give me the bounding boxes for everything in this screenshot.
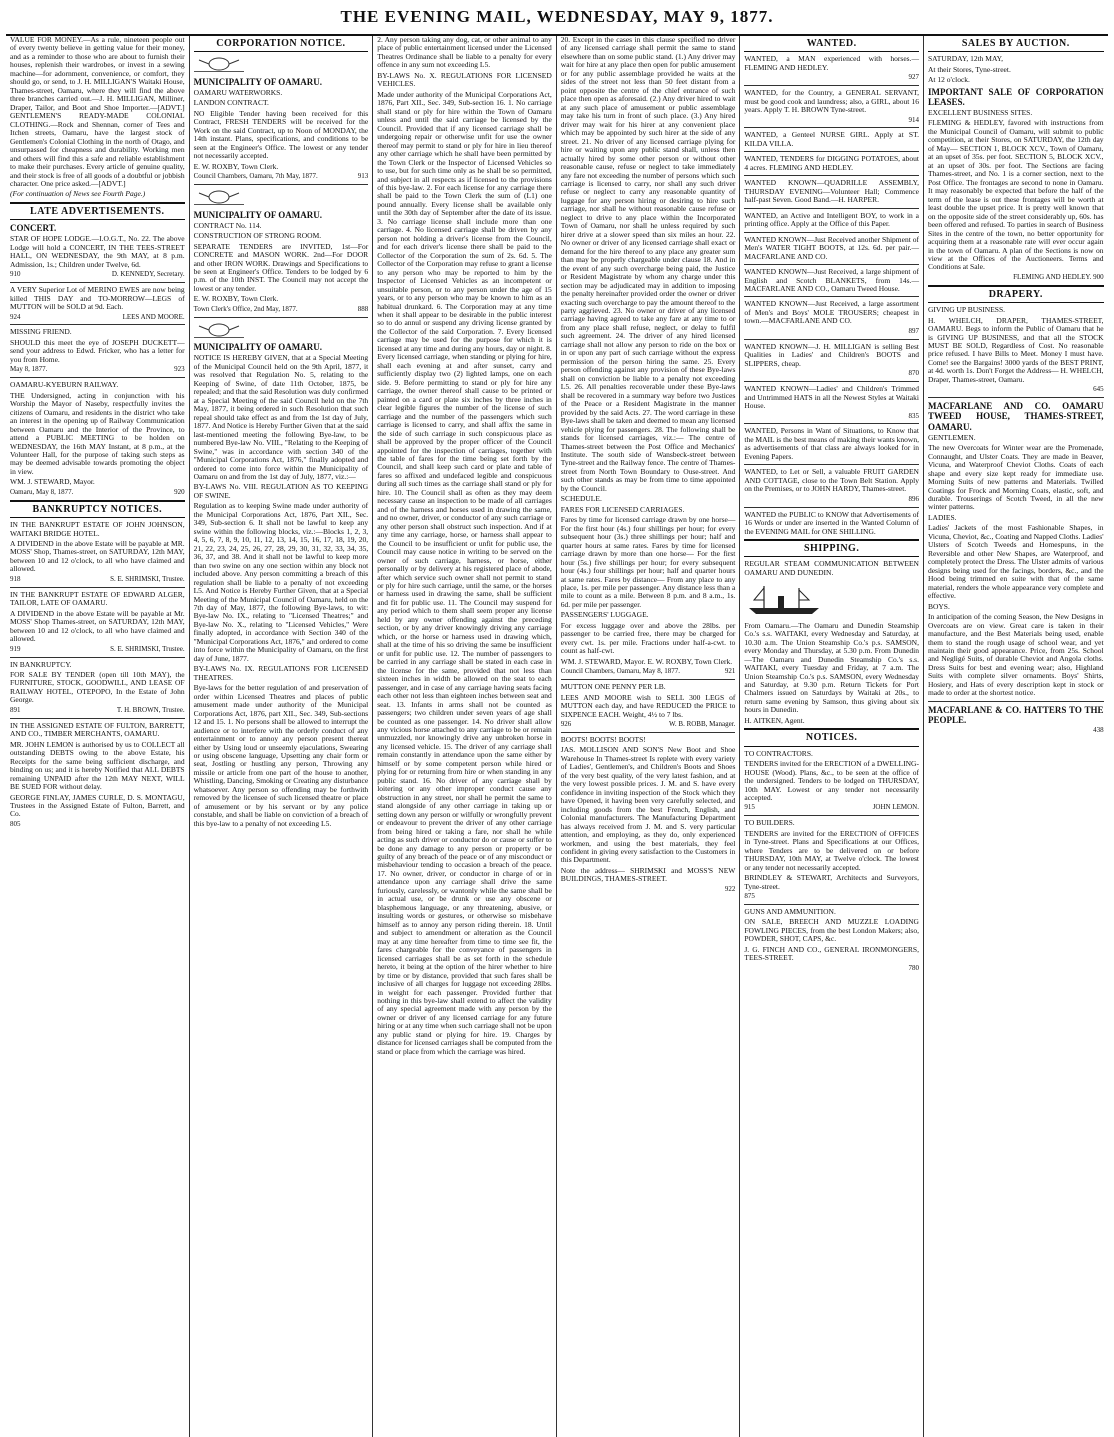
auction-subtitle: EXCELLENT BUSINESS SITES. — [927, 108, 1033, 118]
bylaw-text: 2. Any person taking any dog, cat, or other animal to any place of public entertainment licensed under the Licensed Theatres Ordinance shall be liable to a penalty for every offence in any sum not exceeding L5. — [377, 36, 552, 70]
ad-signature: BRINDLEY & STEWART, Architects and Surveyors, Tyne-street. — [744, 873, 919, 891]
ad-signature: LEES AND MOORE. — [122, 312, 185, 321]
auction-text: FLEMING & HEDLEY, favored with instructions from the Municipal Council of Oamaru, will submit to public competition, at their Stores, on SATURDAY, the 12th day of May— SECTION 1, BLOCK XCV., Town of Oamaru, at an upset of 35s. per foot. SECTION 5, BLOCK XCV., at an upset of 30s. per foot. The Sections are facing Thames-street, and No. 1 is a corner section, next to the Post Office. The frontages are second to none in Oamaru. It may reasonably be expected that before the half of the term of the lease is out these frontages will be worth at least double the upset price. It is pretty well known that on the opposite side of the street considerably up, 60s. has been offered and refused. To parties in search of Business Sites in the centre of the town, no better opportunity for acquiring them at a reasonable rate will ever occur again in the town of Oamaru. A plan of the Sections is now on view at the Offices of the Auctioneers. Terms and Conditions at Sale. — [927, 118, 1104, 272]
ad-signature: W. B. ROBB, Manager. — [668, 720, 736, 728]
ad-date: May 8, 1877. — [10, 365, 48, 374]
auction-title: IMPORTANT SALE OF CORPORATION LEASES. — [927, 86, 1104, 107]
ad-signature: T. H. BROWN, Trustee. — [116, 705, 185, 714]
coat-of-arms-icon — [194, 57, 244, 72]
luggage-title: PASSENGERS' LUGGAGE. — [560, 610, 649, 620]
coat-of-arms-icon — [194, 323, 244, 338]
ad-number: 897 — [908, 326, 919, 335]
wanted-ad: WANTED, for the Country, a GENERAL SERVANT, must be good cook and laundress; also, a GIRL, about 16 years. Apply T. H. BROWN Tyne-street. — [744, 88, 919, 115]
wanted-ad: WANTED, TENDERS for DIGGING POTATOES, about 4 acres. FLEMING AND HEDLEY. — [744, 154, 919, 172]
ad-number: 915 — [744, 803, 755, 812]
tweed-text: The new Overcoats for Winter wear are the Promenade, Connaught, and Ulster Coats. They are made in Beaver, Vicuna, and Waterproof Cheviot Cloths. Coats of each shape and every size kept ready for immediate use. Morning Suits of new patterns and Materials. Twilled Coatings for Frock and Morning Coats, elastic, soft, and durable. Trouserings of Scotch Tweed, in all the new winter patterns. — [927, 443, 1104, 512]
railway-ad: THE Undersigned, acting in conjunction with his Worship the Mayor of Naseby, respectfully invites the citizens of Oamaru, and residents in the district who take an interest in the opening up of Railway Communication between Oamaru and the Interior of the Province, to attend a PUBLIC MEETING to be holden on WEDNESDAY, the 16th MAY Instant, at 8 p.m., at the Volunteer Hall, for the purpose of taking such steps as may be deemed advisable towards promoting the object in view. — [10, 390, 185, 476]
ad-signature: FLEMING AND HEDLEY. — [1013, 272, 1092, 281]
ad-number: 923 — [174, 365, 185, 374]
mutton-title: MUTTON ONE PENNY PER LB. — [560, 682, 666, 692]
contractors-notice: TENDERS invited for the ERECTION of a DWELLING-HOUSE (Wood). Plans, &c., to be seen at the office of the undersigned. Tenders to be lodged on THURSDAY, 10th MAY. Lowest or any tender not necessarily accepted. — [744, 759, 919, 802]
bylaw-text: Made under authority of the Municipal Corporations Act, 1876, Part XII., Sec. 349, Sub-section 16. 1. No carriage shall stand or ply for hire within the Town of Oamaru unless and until the said carriage be licensed by the Council. Provided that if any licensed carriage shall be undergoing repair or otherwise unfit for use the owner thereof may permit to stand or ply for hire in lieu thereof any other carriage which he shall have been permitted by the Town Clerk or the Inspector of Licensed Vehicles so to use, but for such time only as he shall be so permitted, and subject in all respects as if licensed to the provisions of this bye-law. 2. For each license for any carriage there shall be paid to the Town Clerk the sum of (L1) one pound annually. Every license shall be available only until the 30th day of September after the date of its issue. 3. No carriage license shall include more than one carriage. 4. No licensed carriage shall be driven by any person not holding a driver's license from the Council, and for each driver's license there shall be paid to the Collector of the Corporation the sum of 2s. 6d. 5. The Collector of the Corporation may refuse to grant a license to any person who may be reported to him by the Inspector of Licensed Vehicles as an incompetent or unsuitable person, or to any person under the age of 15 years, or to any person who may be known to him as an habitual drunkard. 6. The Corporation may at any time when it shall appear to be desirable in the public interest so to do annul or suspend any driving license granted by the Collector of the said Corporation. 7. Every licensed carriage may be used for the purpose for which it is licensed at any time and during any hours, day or night. 8. Every licensed carriage, when standing or plying for hire, shall each evening at and after sunset, carry and sufficiently display two (2) lighted lamps, one on each side. 9. Before permitting to stand or ply for hire any carriage, the owner thereof shall cause to be printed or painted on a card or plate six inches by three inches in clear legible figures the number of the license of such carriage and the number of the passengers which such carriage is licensed to carry, and shall affix the same in the side of such carriage in such conspicuous place as shall be approved by the proper officer of the Council appointed for the inspection of carriages, together with the table of fares for the time being set forth by the Council, and shall keep such card or plate and table of fares so affixed and undefaced legible and conspicuous during all such times as the carriage shall stand or ply for hire. 10. The Council shall as often as they may deem necessary cause an inspection to be made of all carriages and of the harness and horses used in drawing the same, and no owner, driver, or conductor of any such carriage or any other person shall obstruct such inspection. And if at any time any carriage, horse, or harness shall appear to the Council to be insufficient or unfit for public use, the Council may cause notice in writing to be served on the owner of such carriage, harness, or horse, either personally or by delivery at his registered place of abode, after which service such owner shall not permit to stand or ply for hire such carriage, until the same, or the horses or harness used in drawing the same, shall be sufficient and fit for public use. 11. The Council may suspend for any period which to them shall seem proper any license held by any owner offending against the preceding section, or by any driver knowingly driving any carriage which, or the horse or harness used in drawing which, shall at the time of his so driving the same be insufficient or unfit for public use. 12. The number of passengers to be carried in any carriage shall be stated in each case in the license for the same, provided that not less than sixteen inches in width be allowed on the seat to each passenger, and in case of any carriage having seats facing each other not less than eighteen inches between seat and seat. 13. Infants in arms shall not be counted as passengers; two children under seven years of age shall be counted as one passenger. 14. No driver shall allow any vicious horse attached to any carriage to be or remain unmuzzled, nor knowingly drive any unbroken horse in any licensed vehicle. 15. The driver of any carriage shall remain constantly in attendance upon the same either by himself or by some competent person while hired or plying for or returning from hire or when standing in any public stand. 16. No driver of any carriage shall by loitering or any other improper conduct cause any obstruction in any street, nor shall he permit the same to stand alongside of any other carriage in taking up or setting down any person or wilfully or wrongfully prevent or endeavour to prevent the driver of any other carriage from being hired or taking a fare, nor shall he while acting as such driver or conductor do or cause or suffer to be done any damage to any person or property or be guilty of any breach of the peace or of any misconduct or misbehaviour tending to occasion a breach of the peace. 17. No owner, driver, or conductor in charge of or in attendance upon any carriage shall drive the same furiously, carelessly, or wantonly while the same shall be in actual use, or be drunk or use any obscene or blasphemous language, or any threatening, abusive, or insulting words or gestures, or otherwise so misbehave himself as to annoy any person riding therein. 18. Until and subject to amendment or alteration as the Council may at any time hereafter from time to time see fit, the fares chargeable for the conveyance of passengers in licensed carriages shall be as set forth in the schedule hereto, it being at the option of the hirer whether to hire by time or by distance, provided that such fares shall be inclusive of all charges for luggage not exceeding 28lbs. in weight for each passenger. Provided further that nothing in this bye-law shall extend to affect the validity of any special agreement made with any person by the owner or driver of any licensed carriage for any future hiring or at any time when such carriage shall not be upon any public stand or plying for hire. 19. Charges by distance for licensed carriages shall be computed from the stand or place from which the carriage was hired. — [377, 89, 552, 1056]
ad-number: 922 — [724, 884, 736, 893]
column-5 — [740, 36, 924, 1437]
shipping-title: REGULAR STEAM COMMUNICATION BETWEEN OAMARU AND DUNEDIN. — [744, 559, 919, 577]
column-1 — [6, 36, 190, 1437]
notice-title: MUNICIPALITY OF OAMARU. — [193, 342, 323, 353]
schedule-subtitle: FARES FOR LICENSED CARRIAGES. — [560, 504, 685, 514]
tweed-house-title: MACFARLANE AND CO. OAMARU TWEED HOUSE, THAMES-STREET, OAMARU. — [927, 401, 1104, 432]
wanted-ad: WANTED KNOWN—Ladies' and Children's Trimmed and Untrimmed HATS in all the Newest Styles at Waitaki House. — [744, 384, 919, 411]
auction-time: At 12 o'clock. — [927, 75, 970, 85]
mutton-ad: LEES AND MOORE wish to SELL 300 LEGS of MUTTON each day, and have REDUCED the PRICE to SIXPENCE EACH. Weight, 4½ to 7 lbs. — [560, 692, 736, 719]
notice-subtitle: LANDON CONTRACT. — [193, 98, 269, 108]
section-label: GENTLEMEN. — [927, 432, 976, 442]
ad-number: 918 — [10, 574, 21, 583]
bankruptcy-notice: FOR SALE BY TENDER (open till 10th MAY), the FURNITURE, STOCK, GOODWILL, AND LEASE OF RAILWAY HOTEL, OTEPOPO, In the Estate of John George. — [10, 669, 185, 705]
notice-subtitle: CONTRACT No. 114. — [193, 220, 262, 230]
ad-number: 891 — [10, 705, 21, 714]
ad-number: 921 — [724, 667, 736, 676]
masthead: THE EVENING MAIL, WEDNESDAY, MAY 9, 1877. — [6, 0, 1108, 36]
concert-title: CONCERT. — [10, 223, 57, 234]
corporation-notice-header: CORPORATION NOTICE. — [194, 36, 369, 52]
wanted-ad: WANTED KNOWN—J. H. MILLIGAN is selling Best Qualities in Ladies' and Children's BOOTS and SLIPPERS, cheap. — [744, 341, 919, 368]
ad-number: 924 — [10, 312, 21, 321]
hatters-title: MACFARLANE & CO. HATTERS TO THE PEOPLE. — [927, 704, 1104, 725]
bankruptcy-notice: MR. JOHN LEMON is authorised by us to COLLECT all outstanding DEBTS owing to the above Estate, his Receipts for the same being sufficient discharge, and binding on us; and it is hereby Notified that ALL DEBTS remaining UNPAID after the 12th MAY NEXT, WILL BE SUED FOR without delay. — [10, 739, 185, 792]
wanted-ad: WANTED KNOWN—Just Received, a large assortment of Men's and Boys' MOLE TROUSERS; cheapest in town.—MACFARLANE AND CO. — [744, 299, 919, 326]
ad-number: 926 — [560, 720, 572, 728]
column-2 — [190, 36, 374, 1437]
ad-signature: J. G. FINCH AND CO., GENERAL IRONMONGERS, TEES-STREET. — [744, 944, 919, 963]
ad-number: 900 — [1093, 272, 1104, 281]
giving-up-title: GIVING UP BUSINESS. — [927, 305, 1005, 315]
ad-signature: E. W. ROXBY, Town Clerk. — [193, 161, 279, 171]
bylaw-text: Regulation as to keeping Swine made under authority of the Municipal Corporations Act, 1876, Part XII., Sec. 349, Sub-section 6. It shall not be lawful to keep any swine within the following blocks, viz.:—Blocks 1, 2, 3, 4, 5, 6, 7, 8, 9, 10, 11, 12, 13, 14, 15, 16, 17, 18, 19, 20, 21, 22, 23, 24, 25, 26, 27, 28, 29, 30, 31, 32, 33, 34, 35, 36, 37, and 38. And it shall not be lawful to keep more than two swine on any one section within any block not included above. Any person committing a breach of this regulation shall be liable to a penalty of not exceeding L5. And Notice is Hereby Further Given, that at a Special Meeting of the Municipal Council of Oamaru, held on the 7th day of May, 1877, the following Bye-laws, to wit: Bye-law No. IX., relating to "Licensed Theatres;" and Bye-law No. X., relating to "Licensed Vehicles," Were finally adopted, in accordance with Section 340 of the "Municipal Corporations Act, 1876," and ordered to come into force within the Municipality of Oamaru, on the first day of June, 1877. — [193, 501, 369, 663]
ad-date: Council Chambers, Oamaru, 7th May, 1877. — [193, 172, 318, 181]
ad-number: 919 — [10, 644, 21, 653]
bylaw-text: Bye-laws for the better regulation of and preservation of order within Licensed Theatres and places of public amusement made under authority of the Municipal Corporations Act, 1876, part XII., Sec. 349, Sub-sections 12 and 15. 1. No persons shall be allowed to interrupt the audience or to interfere with the orderly conduct of any entertainment or to annoy any person present thereat either by Using loud or unseemly ejaculations, Swearing or using obscene language, Upsetting any chair form or seat, Jostling or hustling any person, Throwing any missile or article from one part of the house to another, Whistling, Dancing, Smoking or Creating any disturbance whatsoever. Any person so offending may be forthwith removed by the licensee of such licensed theatre or place of amusement or by his servant or by any police constable, and shall be liable on conviction of a breach of this bye-law to a penalty of not exceeding L5. — [193, 683, 369, 828]
shipping-schedule: From Oamaru.—The Oamaru and Dunedin Steamship Co.'s s.s. WAITAKI, every Wednesday and Saturday, at 10.30 a.m. The Union Steamship Co.'s p.s. SAMSON, every Monday and Thursday, at 5.30 p.m. From Dunedin—The Oamaru and Dunedin Steamship Co.'s s.s. WAITAKI, every Tuesday and Friday, at 7 a.m. The Union Steamship Co.'s p.s. SAMSON, every Wednesday and Saturday, at 9.30 p.m. Return Tickets for Port Chalmers issued on Saturdays by Waitaki at 20s., to return same evening by Samson, thus giving about six hours in Dunedin. — [744, 620, 919, 715]
ad-date: Oamaru, May 8, 1877. — [10, 487, 74, 496]
ad-signature: Note the address— SHRIMSKI and MOSS'S NEW BUILDINGS, THAMES-STREET. — [560, 865, 736, 884]
ad-number: 875 — [744, 892, 755, 901]
section-label: BOYS. — [927, 601, 950, 611]
bylaw-title: BY-LAWS No. X. REGULATIONS FOR LICENSED VEHICLES. — [377, 70, 552, 89]
bankruptcy-notice: A DIVIDEND in the above Estate will be payable at Mr. MOSS' Shop Thames-street, on SATURDAY, 12th MAY, between 10 and 12 o'clock, to all who have claimed and allowed. — [10, 608, 185, 644]
tweed-text: Ladies' Jackets of the most Fashionable Shapes, in Vicuna, Cheviot, &c., Coating and Napped Cloths. Ladies' Ulsters of Scotch Tweeds and Homespuns, in the Reversible and other New Shapes, are Waterproof, and completely protect the Dress. The Ulster admits of various designs being used for the facings, borders, &c., and the Hood being trimmed en suite with that of the same material, renders the whole appearance very complete and effective. — [927, 523, 1104, 601]
late-advertisements-header: LATE ADVERTISEMENTS. — [10, 202, 185, 220]
ad-number: 910 — [10, 270, 21, 279]
boots-title: BOOTS! BOOTS! BOOTS! — [560, 734, 646, 744]
giving-up-ad: H. WHELCH, DRAPER, THAMES-STREET, OAMARU. Begs to inform the Public of Oamaru that he is GIVING UP BUSINESS, and that all the STOCK MUST BE SOLD, Regardless of Cost. No reasonable price refused. I have Bills to Meet. Money I must have. Come! see the Bargains! 3000 yards of the BEST PRINT, at 4d. worth 1s. Don't Forget the Address— H. WHELCH, Draper, Thames-street, Oamaru. — [927, 315, 1104, 384]
ad-number: 780 — [908, 963, 919, 972]
notices-header: NOTICES. — [744, 728, 919, 746]
wanted-ad: WANTED, a Genteel NURSE GIRL. Apply at ST. KILDA VILLA. — [744, 130, 919, 148]
ad-signature: S. E. SHRIMSKI, Trustee. — [110, 574, 185, 583]
guns-ad: ON SALE, BREECH AND MUZZLE LOADING FOWLING PIECES, from the best London Makers; also, POWDER, SHOT, CAPS, &c. — [744, 917, 919, 944]
ad-number: 805 — [10, 819, 21, 828]
strong-room-notice: SEPARATE TENDERS are INVITED, 1st—For CONCRETE and MASON WORK. 2nd—For DOOR and other IRON WORK. Drawings and Specifications to be seen at Engineer's Office. Tenders to be lodged by 6 p.m. of the 10th INST. The Council may not accept the lowest or any tender. — [193, 241, 369, 293]
notice-subtitle: OAMARU WATERWORKS. — [193, 87, 283, 97]
ad-number: 914 — [908, 115, 919, 124]
bylaw-title: BY-LAWS No. IX. REGULATIONS FOR LICENSED THEATRES. — [193, 664, 369, 682]
contractors-title: TO CONTRACTORS. — [744, 748, 813, 758]
boots-ad: JAS. MOLLISON AND SON'S New Boot and Shoe Warehouse In Thames-street Is replete with every variety of Ladies', Gentlemen's, and Children's Boots and Shoes of the very best quality, of the very latest fashion, and at the very lowest possible prices. J. M. and S. have every confidence in inviting inspection of the Stock which they have Opened, it having been very carefully selected, and including goods from the best French, English, and Colonial manufacturers. The Manufacturing Department has always received from J. M. and S. very particular attention, and employing, as they do, only experienced workmen, and using the best materials, they feel confident in giving every satisfaction to the Customers in this Department. — [560, 745, 736, 865]
wanted-ad: WANTED, a MAN experienced with horses.—FLEMING AND HEDLEY. — [744, 54, 919, 72]
bylaw-title: BY-LAWS No. VIII. REGULATION AS TO KEEPING OF SWINE. — [193, 482, 369, 500]
ad-number: 888 — [357, 304, 369, 313]
schedule-text: Fares by time for licensed carriage drawn by one horse— For the first hour (4s.) four shillings per hour; for every subsequent hour (3s.) three shillings per hour; half and quarter hours at same rates. Fares by time for licensed carriage drawn by more than one horse— For the first hour (5s.) five shillings per hour; for every subsequent hour (4s.) four shillings per hour; half and quarter hours at same rates. Fares by distance— From any place to any place, 1s. per mile per passenger. Any distance less than a mile to count as a mile. Between 8 p.m. and 8 a.m., 1s. 6d. per mile per passenger. — [560, 515, 736, 609]
wanted-ad: WANTED KNOWN—QUADRILLE ASSEMBLY, THURSDAY EVENING—Volunteer Hall; Commence half-past Seven. Good Band.—H. HARPER. — [744, 178, 919, 205]
wanted-ad: WANTED, Persons in Want of Situations, to Know that the MAIL is the best means of making their wants known, as advertisements of that class are always looked for in Evening Papers. — [744, 426, 919, 461]
merino-ad: A VERY Superior Lot of MERINO EWES are now being killed THIS DAY and TO-MORROW—LEGS of MUTTON will be SOLD at 9d. Each. — [10, 285, 185, 312]
builders-notice: TENDERS are invited for the ERECTION of OFFICES in Tyne-street. Plans and Specifications at our Offices, where Tenders are to be delivered on or before THURSDAY, 10th MAY, at Twelve o'clock. The lowest or any tender not necessarily accepted. — [744, 828, 919, 872]
bankruptcy-title: IN THE BANKRUPT ESTATE OF EDWARD ALGER, TAILOR, LATE OF OAMARU. — [10, 589, 185, 608]
builders-title: TO BUILDERS. — [744, 818, 795, 828]
ad-signature: E. W. ROXBY, Town Clerk. — [193, 294, 279, 304]
concert-ad: STAR OF HOPE LODGE.—I.O.G.T., No. 22. The above Lodge will hold a CONCERT, IN THE TEES-STREET HALL, ON WEDNESDAY, the 9th MAY, at 8 p.m. Admission, 1s.; Children under Twelve, 6d. — [10, 234, 185, 269]
luggage-text: For excess luggage over and above the 28lbs. per passenger to be carried free, there may be charged for every cwt. 1s. per mile. Fractions under half-a-cwt. to count as half-cwt. — [560, 620, 736, 656]
ad-number: 913 — [357, 172, 369, 181]
tweed-text: In anticipation of the coming Season, the New Designs in Overcoats are on view. Great care is taken in their manufacture, and the Best Materials being used, enable them to stand the rough usage of school wear, and yet maintain their good appearance. Price, from 25s. School and Negligé Suits, of durable Cheviot and Angola cloths. Dress Suits for best and evening wear; also, Highland Suits with complete silver ornaments. Boys' Shirts, Hosiery, and Hats of every description kept in stock or made to order at the shortest notice. — [927, 612, 1104, 698]
missing-friend-ad: SHOULD this meet the eye of JOSEPH DUCKETT—send your address to Edwd. Fricker, who has a letter for you from Home. — [10, 337, 185, 364]
ad-number: 645 — [1093, 385, 1104, 394]
ad-signature: S. E. SHRIMSKI, Trustee. — [110, 644, 185, 653]
sales-by-auction-header: SALES BY AUCTION. — [928, 36, 1104, 52]
column-6 — [924, 36, 1108, 1437]
guns-title: GUNS AND AMMUNITION. — [744, 907, 836, 917]
wanted-ad: WANTED KNOWN—Just Received another Shipment of Men's WATER TIGHT BOOTS, at 12s. 6d. per pair.—MACFARLANE AND CO. — [744, 234, 919, 261]
continuation-note: (For continuation of News see Fourth Page.) — [10, 189, 146, 199]
bylaw-notice: NOTICE IS HEREBY GIVEN, that at a Special Meeting of the Municipal Council held on the 9th April, 1877, it was resolved that Regulation No. 5, relating to the Keeping of Swine, of date 11th October, 1875, be repealed; and that the said Resolution was duly confirmed at a Special Meeting of the said Council held on the 7th May, 1877, it being ordered in such Resolution that such repeal should take effect as and from the 1st day of July, 1877. And Notice is Hereby Further Given that at the said last-mentioned meeting the following Bye-law, to be numbered Bye-law No. VIII., "Relating to the Keeping of Swine," was in accordance with section 340 of the "Municipal Corporations Act, 1876," finally adopted and ordered to come into force within the Municipality of Oamaru on and from the 1st day of July, 1877, viz.:— — [193, 353, 369, 481]
bankruptcy-notices-header: BANKRUPTCY NOTICES. — [10, 500, 185, 518]
notice-title: MUNICIPALITY OF OAMARU. — [193, 76, 323, 87]
drapery-header: DRAPERY. — [928, 285, 1104, 303]
steamship-icon — [744, 582, 824, 616]
wanted-ad: WANTED, an Active and Intelligent BOY, to work in a printing office. Apply at the Office of this Paper. — [744, 210, 919, 229]
ad-number: 896 — [908, 494, 919, 503]
wanted-ad: WANTED, to Let or Sell, a valuable FRUIT GARDEN AND COTTAGE, close to the Town Belt Station. Apply on the Premises, or to JOHN HARDY, Thames-street. — [744, 467, 919, 494]
notice-title: MUNICIPALITY OF OAMARU. — [193, 209, 323, 220]
ad-signature: D. KENNEDY, Secretary. — [111, 270, 185, 279]
missing-friend-title: MISSING FRIEND. — [10, 327, 72, 337]
wanted-ad: WANTED the PUBLIC to KNOW that Advertisements of 16 Words or under are inserted in the Wanted Column of the EVENING MAIL for ONE SHILLING. — [744, 509, 919, 536]
bankruptcy-notice: A DIVIDEND in the above Estate will be payable at MR. MOSS' Shop, Thames-street, on SATURDAY, 12th MAY, between 10 and 12 o'clock, to all who have claimed and allowed. — [10, 539, 185, 574]
ad-signature: WM. J. STEWARD, Mayor. — [10, 477, 95, 487]
news-paragraph: VALUE FOR MONEY.—As a rule, nineteen people out of every twenty believe in getting value for their money, and as a reminder to those who are about to furnish their houses, replenish their wardrobes, or invest in a sewing machine—for adornment, convenience, or comfort, they should go, or send, to J. H. MILLIGAN'S Waitaki House, Thames-street, Oamaru, where they will find the above three branches carried out.—J. H. MILLIGAN, Milliner, Draper, Tailor, and Boot and Shoe Importer.—[ADVT.] GENTLEMEN'S READY-MADE COLONIAL CLOTHING.—Rock and Shennan, corner of Tees and Itchen streets, Oamaru, have the largest stock of Gentlemen's Colonial Clothing in the north of Otago, and unsurpassed for cheapness and durability. Working men and others will find this a safe and reliable establishment to make their purchases. Every article of genuine quality, and their stock is free of all goods of a doubtful or jobbish character. One price asked.—[ADVT.] — [10, 36, 185, 188]
bylaw-text: 20. Except in the cases in this clause specified no driver of any licensed carriage shall permit the same to stand elsewhere than on some public stand. (1.) Any driver may wait for hire at any place then open for public amusement or for any public assemblage provided he waits at the sides of the street not less than 50 feet distant from a point opposite the centre of the chief entrance of such place then open as aforesaid. (2.) Any driver hired to wait at any such place of amusement or public assemblage may take his turn in front of such place. (3.) Any hired driver may wait for his hirer at any convenient place which may be appointed by such hirer at the side of any street. 21. No driver of any licensed carriage plying for hire or waiting upon any public stand shall, unless then actually hired by some other person or without other reasonable cause, refuse or neglect to take immediately any fare not exceeding the number of persons which such carriage is licensed to carry, nor shall any such driver refuse or neglect to carry any reasonable quantity of luggage for any person hiring or desiring to hire such carriage, nor shall he without reasonable cause refuse or neglect to drive to any place within the Incorporated Town of Oamaru, nor shall he unless required by such hirer drive at a slower speed than six miles an hour. 22. No owner or driver of any licensed carriage shall exact or demand for the hire thereof to any place any greater sum than may be properly chargeable under clause 18. And in the event of any such overcharge being paid, the Justice or Resident Magistrate by whom any charge under this section may be adjudicated may in addition to imposing the penalty hereinafter provided order the owner or driver exacting such overcharge to pay the amount thereof to the party aggrieved. 23. No owner or driver of any licensed carriage having agreed to take any fare at any time to or from any place shall refuse, neglect, or delay to fulfil such agreement. 24. The driver of any hired licensed carriage shall not allow any person to ride on the box or in or upon any part of such carriage without the express permission of the person hiring the same. 25. Every person offending against any provision of these Bye-laws shall on conviction be liable to a penalty not exceeding L5. 26. All penalties recoverable under these Bye-laws shall be recovered in a summary way before two Justices of the Peace or a Resident Magistrate in the manner provided by the said Acts. 27. The word carriage in these Bye-laws shall be taken and deemed to mean any licensed vehicle plying for passengers. 28. The following shall be stands for licensed carriages, viz.:— The centre of Thames-street between the Post Office and Mechanics' Institute. The south side of Wansbeck-street between Tyne-street and the Railway fence. The centre of Thames-street from North Town Boundary to Ouse-street. And such other stands as may be from time to time appointed by the Council. — [560, 36, 736, 493]
waterworks-notice: NO Eligible Tender having been received for this Contract, FRESH TENDERS will be received for the Work on the said Contract, up to Noon of MONDAY, the 14th instant. Plans, specifications, and conditions to be seen at the Engineer's Office. The lowest or any tender not necessarily accepted. — [193, 108, 369, 161]
ad-number: 835 — [908, 411, 919, 420]
auction-place: At their Stores, Tyne-street. — [927, 64, 1011, 74]
wanted-header: WANTED. — [744, 36, 919, 52]
ad-date: Town Clerk's Office, 2nd May, 1877. — [193, 304, 298, 313]
ad-number: 927 — [908, 73, 919, 82]
ad-number: 438 — [1093, 726, 1104, 735]
section-label: LADIES. — [927, 512, 957, 522]
auction-date: SATURDAY, 12th MAY, — [927, 54, 1003, 64]
notice-subtitle: CONSTRUCTION OF STRONG ROOM. — [193, 231, 322, 241]
schedule-title: SCHEDULE. — [560, 494, 602, 504]
shipping-header: SHIPPING. — [744, 539, 919, 557]
ad-signature: WM. J. STEWARD, Mayor. E. W. ROXBY, Town Clerk. — [560, 656, 733, 666]
railway-title: OAMARU-KYEBURN RAILWAY. — [10, 380, 119, 390]
ad-signature: GEORGE FINLAY, JAMES CURLE, D. S. MONTAGU, Trustees in the Assigned Estate of Fulton, Barrett, and Co. — [10, 792, 185, 819]
bankruptcy-title: IN THE BANKRUPT ESTATE OF JOHN JOHNSON, WAITAKI BRIDGE HOTEL. — [10, 520, 185, 538]
column-4 — [557, 36, 741, 1437]
bankruptcy-title: IN BANKRUPTCY. — [10, 659, 72, 669]
ad-number: 870 — [908, 369, 919, 378]
ad-signature: JOHN LEMON. — [872, 803, 919, 812]
bankruptcy-title: IN THE ASSIGNED ESTATE OF FULTON, BARRETT, AND CO., TIMBER MERCHANTS, OAMARU. — [10, 720, 185, 739]
ad-signature: H. AITKEN, Agent. — [744, 715, 805, 725]
ad-number: 920 — [174, 487, 185, 496]
coat-of-arms-icon — [194, 190, 244, 205]
ad-date: Council Chambers, Oamaru, May 8, 1877. — [560, 667, 680, 676]
wanted-ad: WANTED KNOWN—Just Received, a large shipment of English and Scotch BLANKETS, from 14s.—MACFARLANE AND CO., Oamaru Tweed House. — [744, 267, 919, 294]
column-3 — [373, 36, 557, 1437]
